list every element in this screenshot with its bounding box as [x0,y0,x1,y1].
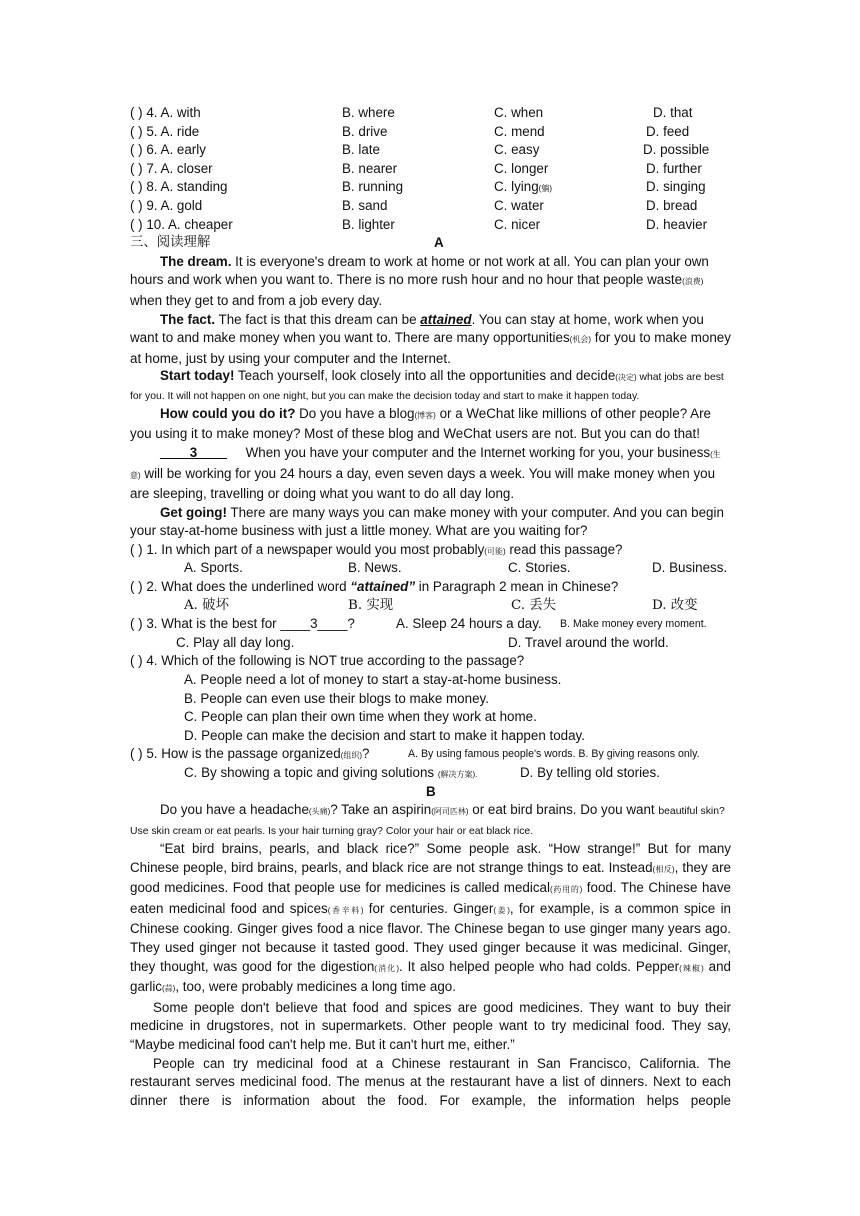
option-text: C. By showing a topic and giving solutions [184,765,438,780]
quoted-word: “attained” [350,579,416,595]
gloss-note: (姜) [493,905,510,915]
paragraph-heading: How could you do it? [160,405,296,421]
question-1-options [130,559,731,578]
gloss-note: (香辛料) [327,905,364,915]
gloss-note: (生意) [130,449,721,480]
paragraph-heading: The dream. [160,253,232,269]
option-d: D. People can make the decision and start to make it happen today. [184,727,585,743]
gloss-note: (决定) [615,373,637,383]
paragraph-heading: Get going! [160,504,227,520]
passage-b-paragraph [130,801,731,840]
option-d: D. Business. [652,560,728,576]
option-d: D. feed [646,123,690,139]
section-title: 三、阅读理解 [130,235,211,251]
option-c: C. 丢失 [511,597,557,613]
passage-a-paragraph [130,504,731,541]
answer-blank: ____3____ [160,444,228,460]
option-d: D. further [646,160,702,176]
cloze-row [130,216,731,235]
paragraph-text: It is everyone's dream to work at home or not work at all. You can plan your own hours and work when you want to. There is no more rush hour and no hour that people waste [130,253,709,288]
option-c: C. Play all day long. [176,634,295,650]
paragraph-text: , for example, is a common spice in Chinese cooking. Ginger gives food a nice flavor. The Chinese began to use ginger many years ago. They used ginger not because it tasted good. They used ginger because it was medicinal. Ginger, they thought, was good for the digestion [130,900,731,974]
passage-b-paragraph [130,840,731,999]
question-stem: ( ) 4. Which of the following is NOT true according to the passage? [130,653,525,669]
paragraph-text: When you have your computer and the Internet working for you, your business [227,444,711,460]
question-2 [130,578,731,597]
paragraph-text: The fact is that this dream can be [215,311,421,327]
question-text: ? [361,746,370,762]
option-c-text: C. lying [494,179,539,195]
option-c: C. nicer [494,216,541,232]
cloze-options [130,104,731,234]
option-d: D. Travel around the world. [508,634,669,650]
question-2-options [130,597,731,616]
question-5-options [130,764,731,783]
gloss-note: (可能) [484,546,506,556]
gloss-note: (消化) [374,963,400,973]
question-stem: ( ) 3. What is the best for ____3____? [130,616,355,632]
question-text: read this passage? [505,541,623,557]
paragraph-text: or eat bird brains. Do you want [468,802,659,818]
underlined-word: attained [420,311,472,327]
paragraph-text: , too, were probably medicines a long time ago. [175,979,456,995]
cloze-row [130,178,731,197]
option-a: A. 破坏 [184,597,229,613]
gloss-note: (机会) [569,335,591,345]
option-b: B. News. [348,560,402,576]
passage-a-label: A [434,235,444,251]
cloze-number: ( ) 8. A. standing [130,179,228,195]
gloss-note: (解决方案). [437,770,478,779]
option-d: D. 改变 [652,597,698,613]
passage-a-paragraph [130,444,731,504]
option-b: B. running [342,179,404,195]
gloss-note: (组织) [340,751,362,761]
question-4-option [130,671,731,690]
paragraph-text-small: what jobs are best for you. It will not happen on one night, but you can make the decision today and start to make it happen today. [130,372,724,402]
gloss-note: (药用的) [549,885,583,895]
paragraph-text: “Eat bird brains, pearls, and black rice?” Some people ask. “How strange!” But for many Chinese people, bird brains, pearls, and black rice are not strange things to eat. Instead [130,841,731,875]
question-3 [130,615,731,634]
passage-a-paragraph [130,253,731,311]
question-4-option [130,727,731,746]
option-b: B. 实现 [348,597,394,613]
question-4-option [130,690,731,709]
question-stem [130,745,369,766]
question-text: ( ) 1. In which part of a newspaper would you most probably [130,541,485,557]
question-1 [130,541,731,560]
paragraph-text: for centuries. Ginger [363,900,494,916]
paragraph-text: , they are good medicines. Food that people use for medicines is called medical [130,859,731,896]
option-c: C. mend [494,123,545,139]
option-a: A. Sleep 24 hours a day. [396,616,542,632]
page-content [130,104,731,1110]
option-d: D. heavier [646,216,708,232]
paragraph-text: ? Take an aspirin [330,802,432,818]
passage-b-heading [130,783,731,802]
paragraph-text: . You can stay at home, work when you want to and make money when you want to. There are many opportunities [130,311,704,346]
gloss-note: (博客) [414,410,436,420]
passage-b-label: B [426,783,436,799]
paragraph-text: Teach yourself, look closely into all the opportunities and decide [234,368,616,384]
paragraph-text-small: beautiful skin? Use skin cream or eat pearls. Is your hair turning gray? Color your hair or eat black rice. [130,806,725,837]
paragraph-text: and garlic [130,958,732,995]
question-4 [130,652,731,671]
option-c: C. longer [494,160,549,176]
option-d: D. By telling old stories. [520,765,660,780]
option-c: C. water [494,197,544,213]
option-c [184,764,477,785]
cloze-number: ( ) 9. A. gold [130,197,203,213]
section-heading [130,234,731,253]
cloze-number: ( ) 6. A. early [130,142,206,158]
option-b: B. People can even use their blogs to make money. [184,690,489,706]
question-text: ( ) 5. How is the passage organized [130,746,341,762]
cloze-number: ( ) 7. A. closer [130,160,213,176]
question-3-options [130,634,731,653]
gloss-note: (蒜) [162,984,176,994]
gloss-note: (辣椒) [679,963,704,973]
option-c: C. easy [494,142,540,158]
option-c: C. when [494,105,544,120]
option-c [494,178,552,199]
option-a: A. People need a lot of money to start a stay-at-home business. [184,672,562,688]
option-c: C. People can plan their own time when they work at home. [184,709,537,725]
paragraph-text: for you to make money at home, just by using your computer and the Internet. [130,330,731,366]
option-b: B. late [342,142,380,158]
gloss-note: (浪费) [682,277,704,287]
option-b: B. nearer [342,160,398,176]
cloze-row [130,104,731,123]
paragraph-text: will be working for you 24 hours a day, even seven days a week. You will make money when you are sleeping, travelling or doing what you want to do all day long. [130,465,719,502]
option-b: B. Make money every moment. [560,618,707,631]
passage-a-paragraph [130,405,731,444]
passage-b-paragraph: People can try medicinal food at a Chinese restaurant in San Francisco, California. The restaurant serves medicinal food. The menus at the restaurant have a list of dinners. Next to each dinner there is information about the food. For example, the information helps people [130,1055,731,1108]
passage-b-paragraph: Some people don't believe that food and spices are good medicines. They want to buy their medicine in drugstores, not in supermarkets. Other people want to try medicinal food. They say, “Maybe medicinal food can't help me. But it can't hurt me, either.” [130,999,731,1052]
paragraph-heading: The fact. [160,311,216,327]
cloze-row [130,160,731,179]
option-d: D. bread [646,197,698,213]
paragraph-text: Do you have a blog [295,405,415,421]
cloze-row [130,141,731,160]
question-stem [130,541,623,562]
cloze-number: ( ) 4. A. with [130,105,201,120]
option-a: A. Sports. [184,560,243,576]
question-4-option [130,708,731,727]
option-d: D. singing [646,179,706,195]
question-text: ( ) 2. What does the underlined word [130,579,351,595]
cloze-number: ( ) 10. A. cheaper [130,216,233,232]
option-d: D. possible [643,142,710,158]
option-b: B. sand [342,197,388,213]
paragraph-text: or a WeChat like millions of other people? Are you using it to make money? Most of these blog and WeChat users are not. But you can do that! [130,405,711,442]
option-b: B. where [342,105,395,120]
option-b: B. lighter [342,216,395,232]
gloss-note: (阿司匹林) [431,807,469,817]
option-b: B. drive [342,123,388,139]
cloze-number: ( ) 5. A. ride [130,123,200,139]
option-c: C. Stories. [508,560,571,576]
paragraph-text: There are many ways you can make money with your computer. And you can begin your stay-at-home business with just a little money. What are you waiting for? [130,504,724,539]
cloze-row [130,197,731,216]
question-5 [130,745,731,764]
question-stem [130,578,618,597]
gloss-note: (头痛) [308,807,331,817]
paragraph-text: . It also helped people who had colds. Pepper [399,958,680,974]
cloze-row [130,123,731,142]
question-text: in Paragraph 2 mean in Chinese? [415,579,619,595]
paragraph-text: Do you have a headache [160,802,309,818]
options-a-b: A. By using famous people's words. B. By giving reasons only. [408,748,700,761]
passage-a-paragraph [130,311,731,369]
gloss-note: (躺) [538,184,552,194]
passage-a-paragraph [130,368,731,404]
paragraph-text: food. The Chinese have eaten medicinal food and spices [130,880,731,916]
option-d: D. that [653,105,693,120]
paragraph-text: when they get to and from a job every day. [130,292,383,308]
paragraph-heading: Start today! [160,368,235,384]
gloss-note: (相反) [652,864,675,874]
